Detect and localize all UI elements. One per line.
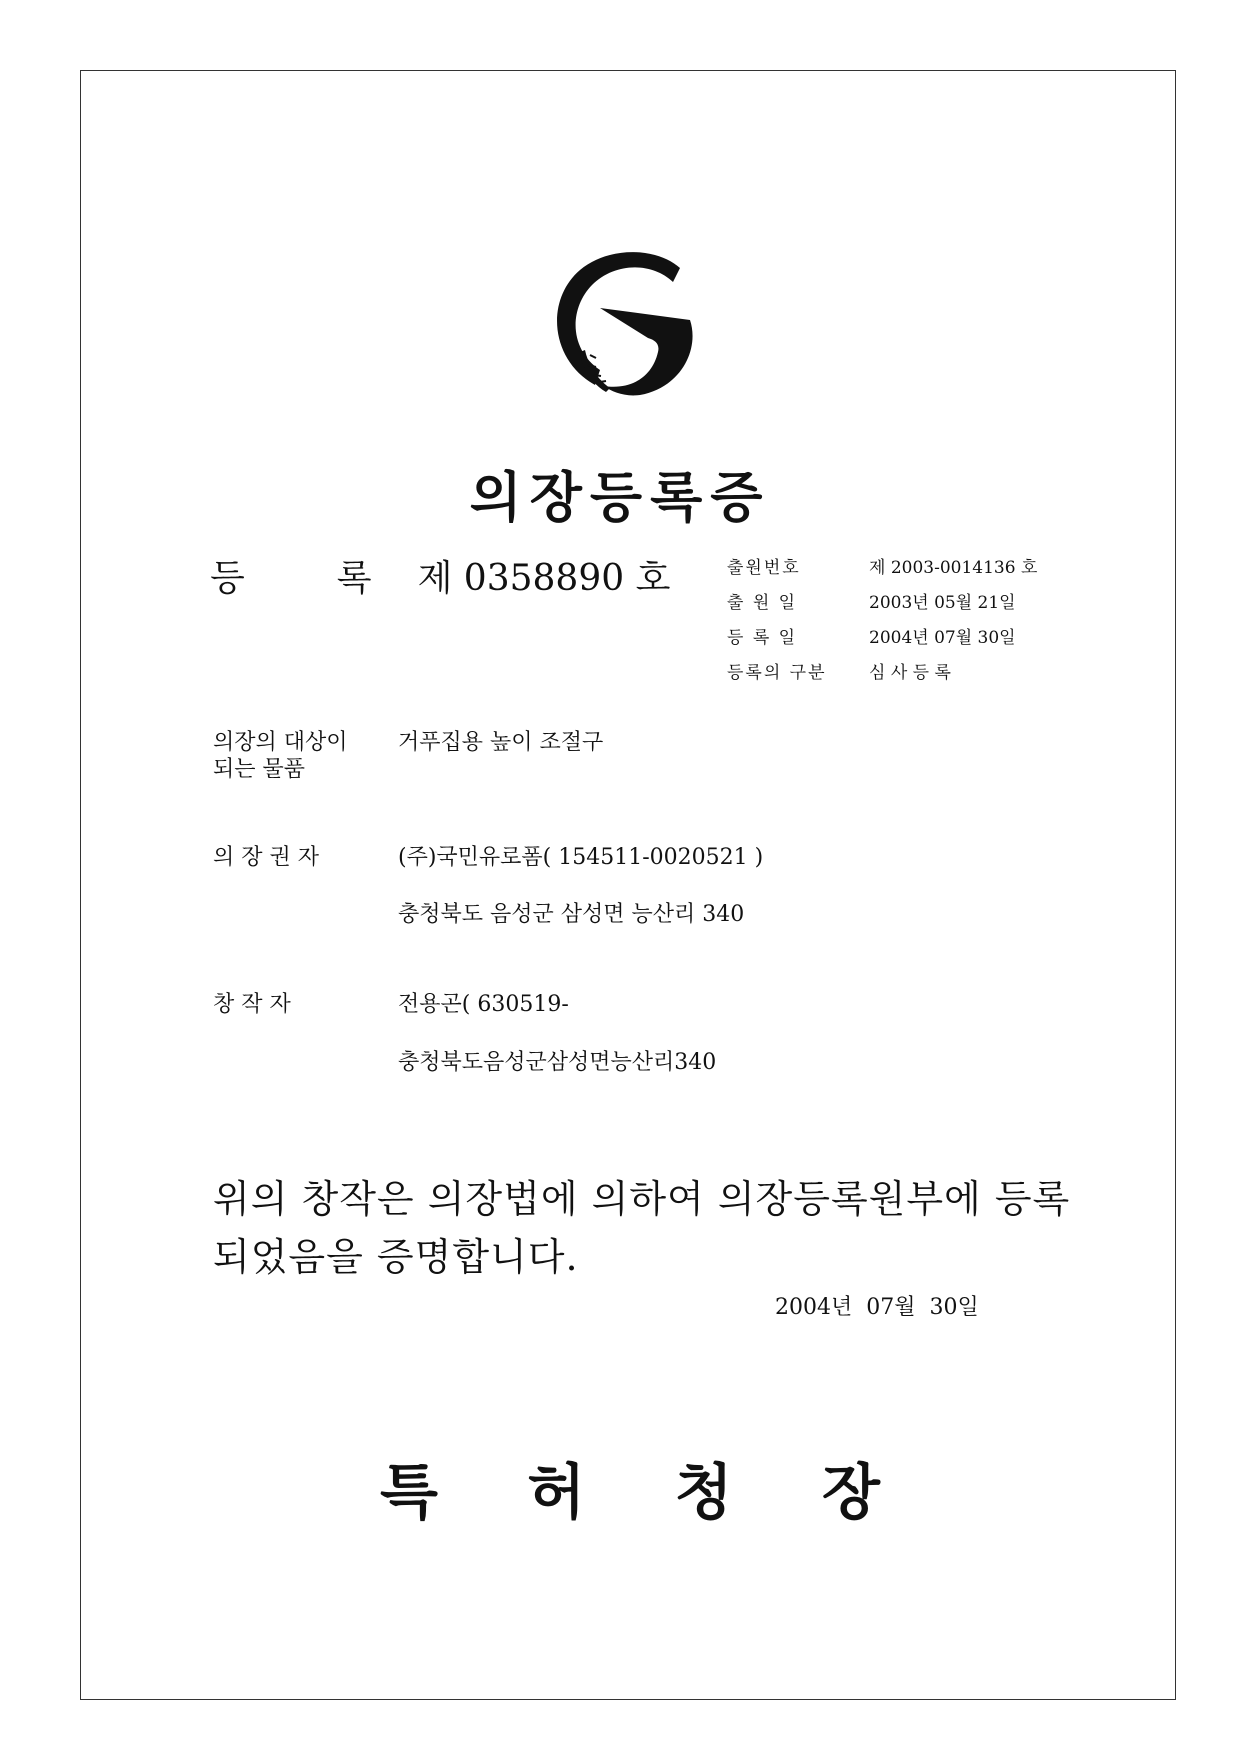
statement-line-2: 되었음을 증명합니다. — [213, 1235, 579, 1279]
creator-name: 전용곤( 630519- — [398, 992, 569, 1017]
reg-suffix: 호 — [635, 558, 671, 599]
meta-label: 출원번호 — [727, 558, 801, 578]
certification-statement — [213, 1170, 1070, 1286]
issuer-char: 특 — [380, 1458, 438, 1528]
meta-value: 제 2003-0014136 호 — [869, 558, 1038, 578]
reg-prefix: 제 — [417, 558, 453, 599]
holder-label: 의 장 권 자 — [213, 845, 319, 870]
kipo-logo-icon — [540, 240, 720, 400]
meta-label: 등 록 일 — [727, 628, 798, 648]
reg-label-2: 록 — [336, 558, 372, 599]
reg-label-1: 등 — [210, 558, 245, 599]
meta-row — [727, 623, 1059, 658]
issuer-char: 장 — [822, 1458, 880, 1528]
meta-label: 등록의 구분 — [727, 663, 827, 683]
issuer-char: 청 — [674, 1458, 733, 1528]
application-meta — [727, 553, 1059, 693]
registration-number — [210, 550, 670, 601]
issuer-char: 허 — [527, 1458, 586, 1528]
meta-row — [727, 588, 1059, 623]
meta-value: 심 사 등 록 — [869, 663, 951, 683]
holder-address: 충청북도 음성군 삼성면 능산리 340 — [398, 902, 745, 927]
meta-label: 출 원 일 — [727, 593, 798, 613]
statement-line-1: 위의 창작은 의장법에 의하여 의장등록원부에 등록 — [213, 1177, 1071, 1221]
issuer-signature — [380, 1445, 880, 1531]
holder-name: (주)국민유로폼( 154511-0020521 ) — [398, 845, 764, 870]
issue-date: 2004년 07월 30일 — [775, 1295, 979, 1320]
certificate-title: 의장등록증 — [469, 466, 771, 529]
creator-label: 창 작 자 — [213, 992, 291, 1017]
article-label-line2: 되는 물품 — [213, 757, 306, 782]
reg-number: 0358890 — [463, 558, 625, 599]
article-label-line1: 의장의 대상이 — [213, 730, 348, 755]
meta-value: 2004년 07월 30일 — [869, 628, 1016, 648]
meta-row — [727, 553, 1059, 588]
meta-value: 2003년 05월 21일 — [869, 593, 1016, 613]
meta-row — [727, 658, 1059, 693]
article-value: 거푸집용 높이 조절구 — [398, 730, 604, 755]
creator-address: 충청북도음성군삼성면능산리340 — [398, 1050, 717, 1075]
